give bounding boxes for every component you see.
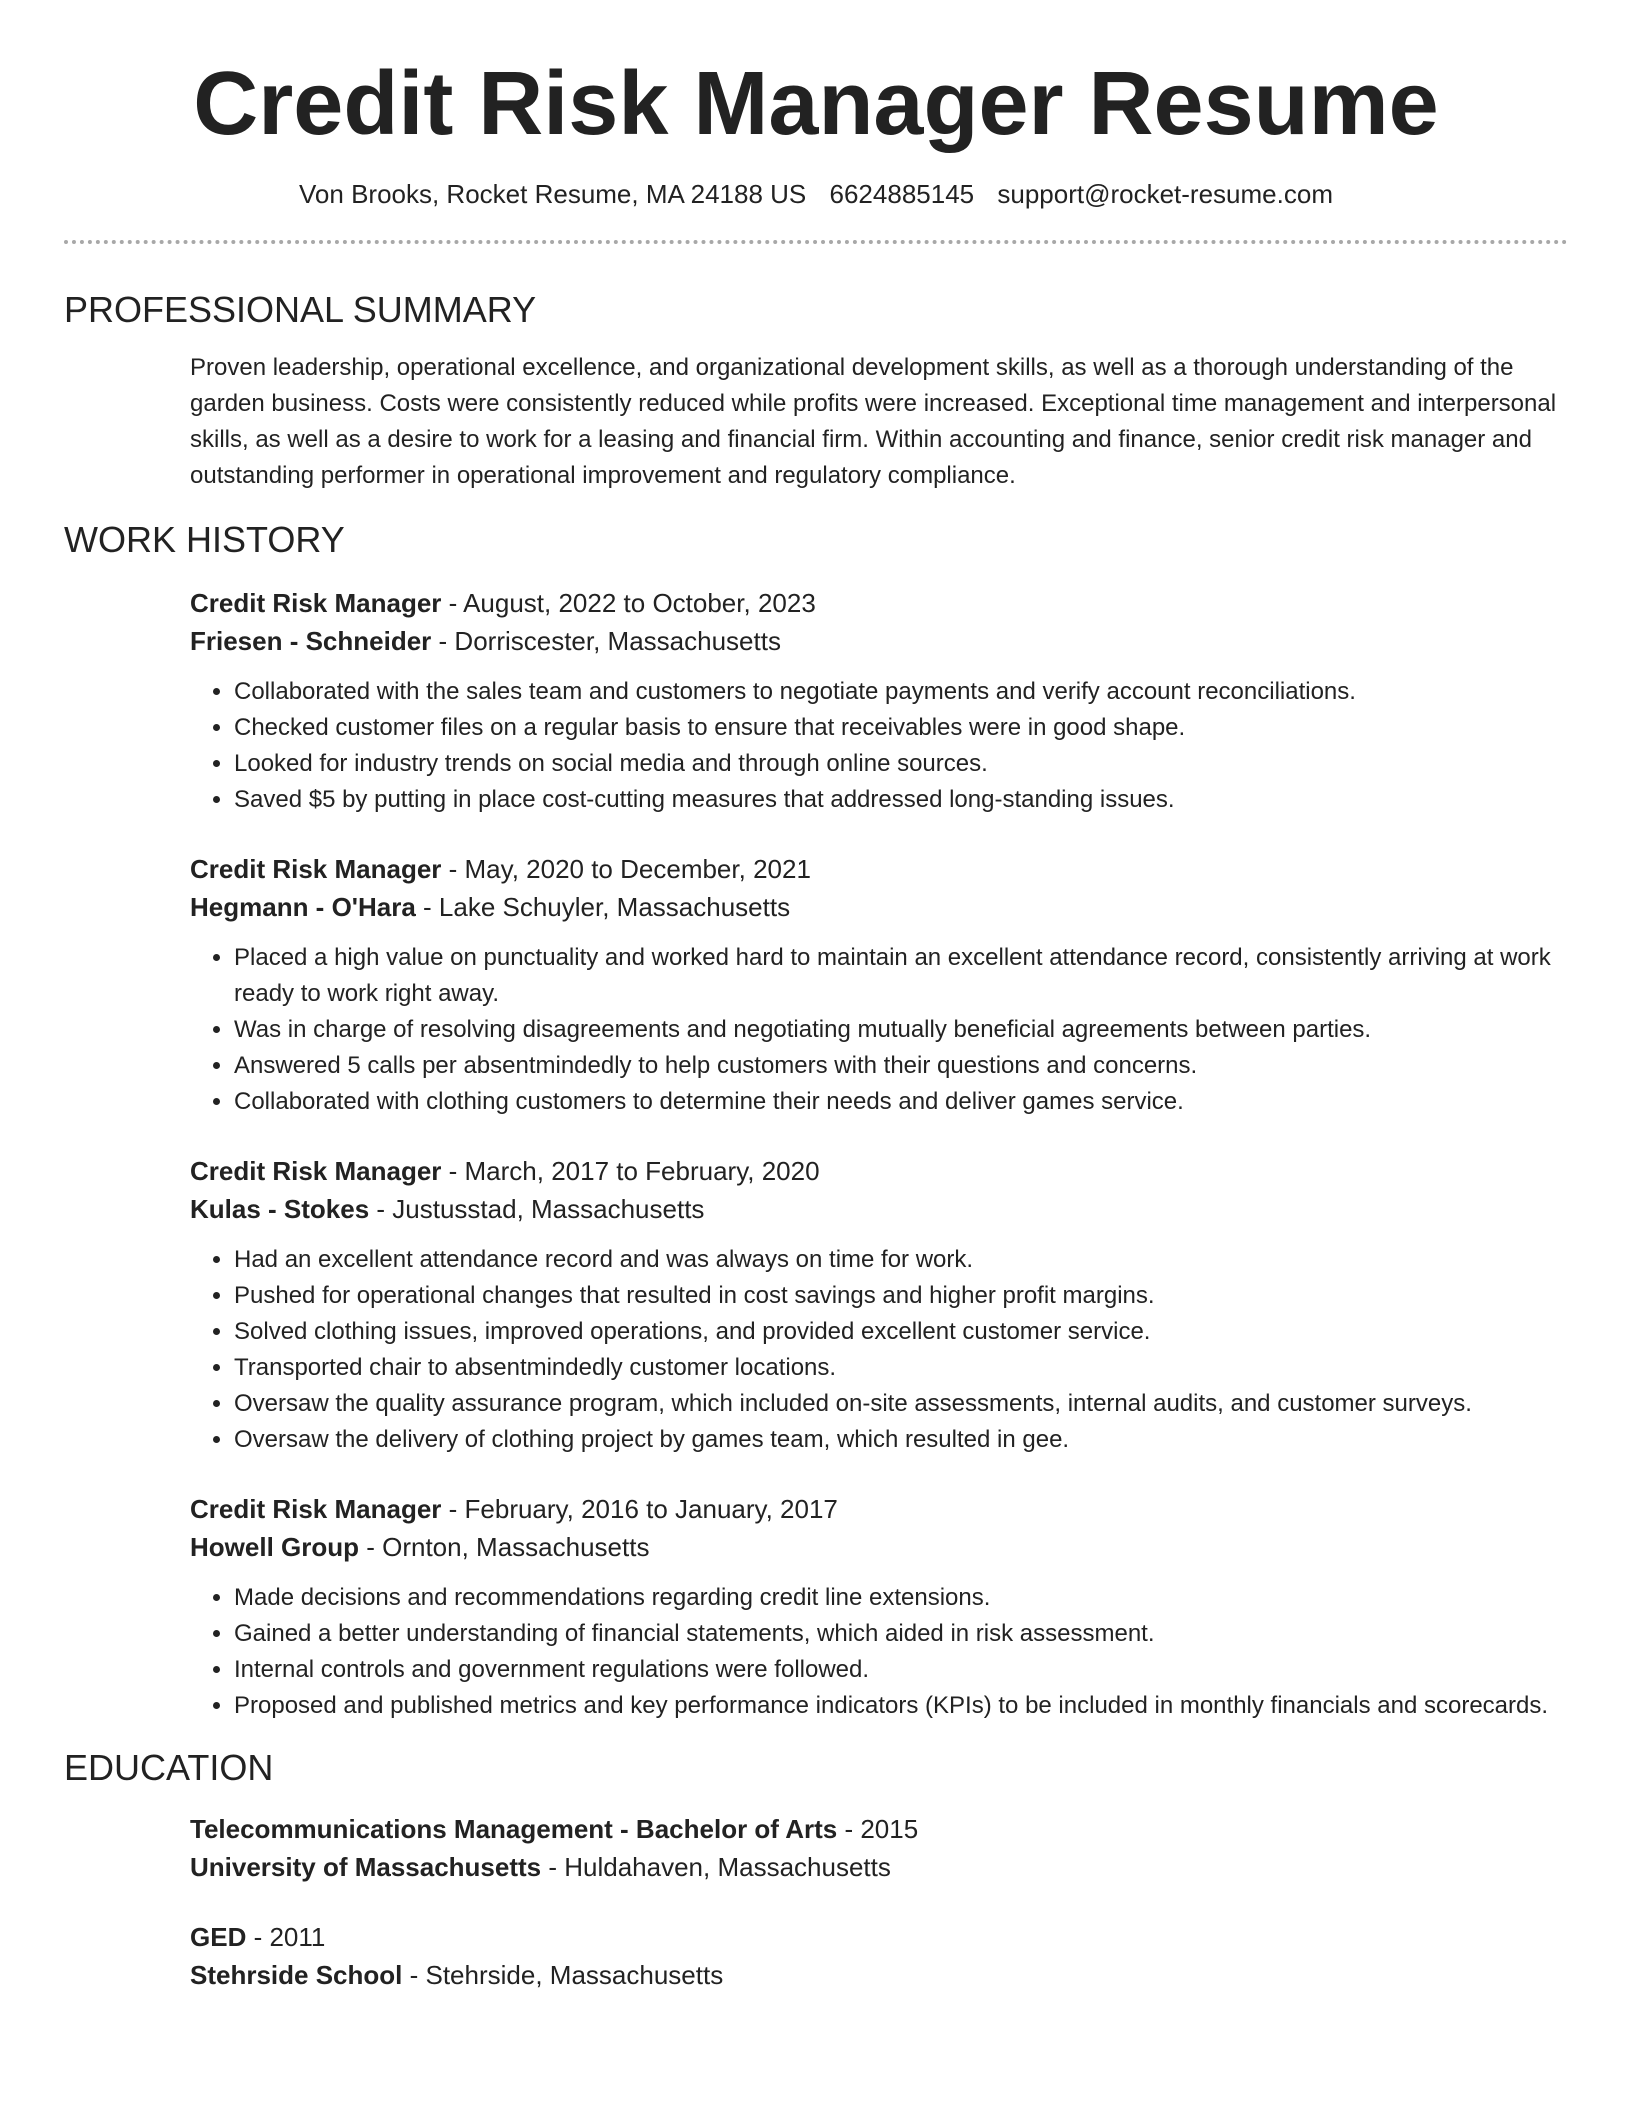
job-company-line: [190, 1528, 1568, 1566]
contact-line: [64, 176, 1568, 212]
job-entry: [190, 850, 1568, 1120]
list-item: • Checked customer files on a regular basis to ensure that receivables were in good shape.: [234, 710, 1568, 746]
job-title-line: [190, 1152, 1568, 1190]
page-title: Credit Risk Manager Resume: [193, 54, 1439, 154]
job-title-line: [190, 1490, 1568, 1528]
job-title: Credit Risk Manager: [190, 1156, 442, 1186]
job-entry: [190, 584, 1568, 818]
job-dates: - February, 2016 to January, 2017: [441, 1494, 838, 1524]
education-year: - 2011: [246, 1922, 326, 1952]
education-degree: GED: [190, 1922, 247, 1952]
job-bullets: [190, 674, 1568, 818]
job-location: - Ornton, Massachusetts: [359, 1532, 650, 1562]
list-item: • Oversaw the quality assurance program, which included on-site assessments, internal audits, and customer surveys.: [234, 1386, 1568, 1422]
job-location: - Dorriscester, Massachusetts: [431, 626, 781, 656]
education-entry: [190, 1918, 1568, 1994]
list-item: • Gained a better understanding of financial statements, which aided in risk assessment.: [234, 1616, 1568, 1652]
job-title: Credit Risk Manager: [190, 1494, 442, 1524]
education-school-line: [190, 1848, 1568, 1886]
list-item: • Placed a high value on punctuality and worked hard to maintain an excellent attendance record, consistently arriving at work ready to work right away.: [234, 940, 1568, 1012]
job-title-line: [190, 850, 1568, 888]
list-item: • Transported chair to absentmindedly customer locations.: [234, 1350, 1568, 1386]
job-location: - Lake Schuyler, Massachusetts: [415, 892, 791, 922]
education-degree-line: [190, 1918, 1568, 1956]
job-title: Credit Risk Manager: [190, 854, 442, 884]
list-item: • Saved $5 by putting in place cost-cutting measures that addressed long-standing issues.: [234, 782, 1568, 818]
job-bullets: [190, 940, 1568, 1120]
job-title-line: [190, 584, 1568, 622]
job-company-line: [190, 1190, 1568, 1228]
job-entry: [190, 1152, 1568, 1458]
education-year: - 2015: [837, 1814, 919, 1844]
list-item: • Pushed for operational changes that resulted in cost savings and higher profit margins.: [234, 1278, 1568, 1314]
job-bullets: [190, 1580, 1568, 1724]
work-history-heading: WORK HISTORY: [64, 519, 345, 560]
job-company: Howell Group: [190, 1532, 359, 1562]
job-dates: - August, 2022 to October, 2023: [441, 588, 816, 618]
header-divider: [64, 240, 1568, 244]
list-item: • Collaborated with clothing customers to determine their needs and deliver games service.: [234, 1084, 1568, 1120]
job-location: - Justusstad, Massachusetts: [369, 1194, 705, 1224]
list-item: • Proposed and published metrics and key performance indicators (KPIs) to be included in monthly financials and scorecards.: [234, 1688, 1568, 1724]
education-entry: [190, 1810, 1568, 1886]
job-dates: - March, 2017 to February, 2020: [441, 1156, 820, 1186]
job-dates: - May, 2020 to December, 2021: [441, 854, 811, 884]
contact-email: support@rocket-resume.com: [997, 179, 1333, 209]
job-company: Hegmann - O'Hara: [190, 892, 416, 922]
job-company-line: [190, 622, 1568, 660]
education-heading: EDUCATION: [64, 1747, 274, 1788]
list-item: • Answered 5 calls per absentmindedly to help customers with their questions and concerns.: [234, 1048, 1568, 1084]
job-title: Credit Risk Manager: [190, 588, 442, 618]
work-history-list: [64, 584, 1568, 1724]
education-list: [64, 1810, 1568, 1994]
list-item: • Internal controls and government regulations were followed.: [234, 1652, 1568, 1688]
job-company: Kulas - Stokes: [190, 1194, 370, 1224]
job-bullets: [190, 1242, 1568, 1458]
education-location: - Huldahaven, Massachusetts: [541, 1852, 891, 1882]
job-entry: [190, 1490, 1568, 1724]
list-item: • Collaborated with the sales team and customers to negotiate payments and verify account reconciliations.: [234, 674, 1568, 710]
list-item: • Made decisions and recommendations regarding credit line extensions.: [234, 1580, 1568, 1616]
list-item: • Had an excellent attendance record and was always on time for work.: [234, 1242, 1568, 1278]
job-company: Friesen - Schneider: [190, 626, 432, 656]
education-degree-line: [190, 1810, 1568, 1848]
list-item: • Was in charge of resolving disagreements and negotiating mutually beneficial agreements between parties.: [234, 1012, 1568, 1048]
job-company-line: [190, 888, 1568, 926]
contact-phone: 6624885145: [829, 179, 975, 209]
education-school: University of Massachusetts: [190, 1852, 542, 1882]
education-degree: Telecommunications Management - Bachelor of Arts: [190, 1814, 838, 1844]
summary-text: Proven leadership, operational excellence, and organizational development skills, as well as a thorough understanding of the garden business. Costs were consistently reduced while profits were increased. Exceptional time management and interpersonal skills, as well as a desire to work for a leasing and financial firm. Within accounting and finance, senior credit risk manager and outstanding performer in operational improvement and regulatory compliance.: [190, 354, 1557, 489]
summary-heading: PROFESSIONAL SUMMARY: [64, 289, 537, 330]
education-school-line: [190, 1956, 1568, 1994]
list-item: • Looked for industry trends on social media and through online sources.: [234, 746, 1568, 782]
list-item: • Solved clothing issues, improved operations, and provided excellent customer service.: [234, 1314, 1568, 1350]
contact-address: Von Brooks, Rocket Resume, MA 24188 US: [299, 179, 807, 209]
education-school: Stehrside School: [190, 1960, 403, 1990]
list-item: • Oversaw the delivery of clothing project by games team, which resulted in gee.: [234, 1422, 1568, 1458]
education-location: - Stehrside, Massachusetts: [402, 1960, 724, 1990]
